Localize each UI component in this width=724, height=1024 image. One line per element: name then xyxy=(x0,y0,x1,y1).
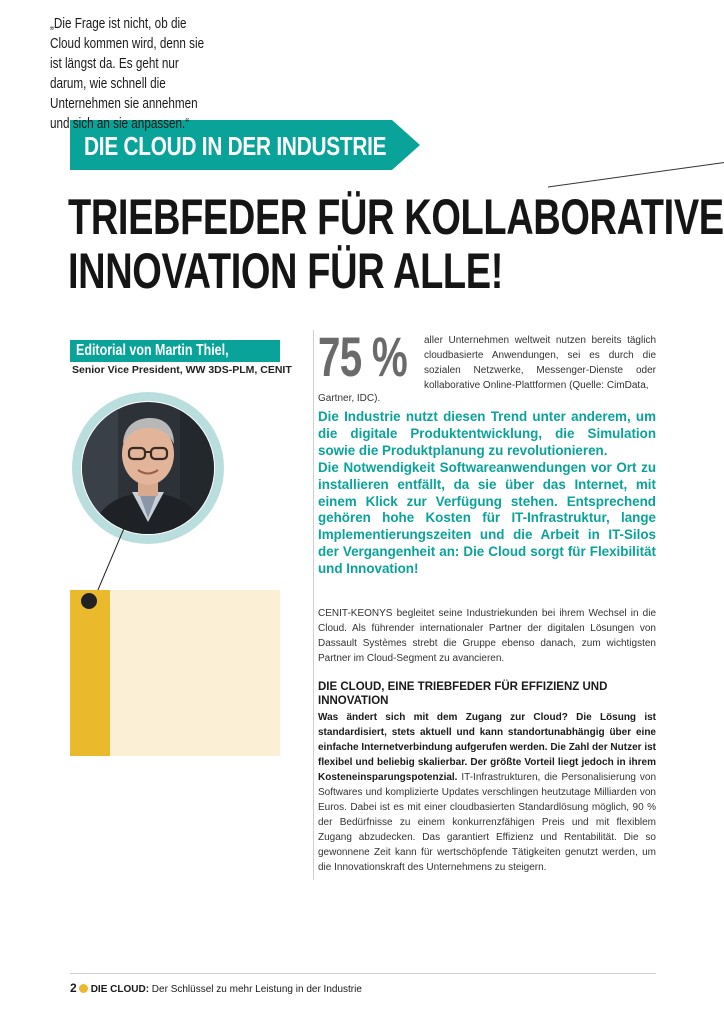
section-banner-label: DIE CLOUD IN DER INDUSTRIE xyxy=(84,131,387,161)
headline-line-1: TRIEBFEDER FÜR KOLLABORATIVE xyxy=(68,189,724,245)
page-footer xyxy=(70,981,362,997)
body-paragraph-2-rest: IT-Infrastrukturen, die Personalisierung von Softwares und komplizierte Updates verschlingen heutzutage Milliarden von Euros. Dabei ist es mit einer cloudbasierten Standardlösung möglich, 90 % der Bedürfnisse zu einem konkurrenzfähigen Preis und mit flexiblem Zugang abzudecken. Das garantiert Effizienz und Rentabilität. Die so gewonnene Zeit kann für wertschöpfende Tätigkeiten genutzt werden, um die Innovationskraft des Unternehmens zu steigern. xyxy=(318,772,656,873)
quote-accent-bar xyxy=(70,590,110,756)
author-tag xyxy=(70,340,280,362)
lead-paragraph-1: Die Industrie nutzt diesen Trend unter anderem, um die digitale Produktentwicklung, die Simulation sowie die Produktplanung zu revolutionieren. xyxy=(318,409,656,458)
body-paragraph-2 xyxy=(318,710,656,875)
page-number: 2 xyxy=(70,981,77,995)
lead-paragraph-2: Die Notwendigkeit Softwareanwendungen vor Ort zu installieren entfällt, da sie über das Internet, mit einem Klick zur Verfügung stehen. Entsprechend gehören hohe Kosten für IT-Infrastruktur, lange Implementierungszeiten und die Arbeit in IT-Silos der Vergangenheit an: Die Cloud sorgt für Flexibilität und Innovation! xyxy=(318,459,656,577)
body-paragraph-2-bold: Was ändert sich mit dem Zugang zur Cloud? Die Lösung ist standardisiert, stets aktuell und kann standortunabhängig über eine einfache Internetverbindung aufgerufen werden. Die Zahl der Nutzer ist flexibel und beliebig skalierbar. Der größte Vorteil liegt jedoch in ihrem Kosteneinsparungspotenzial. xyxy=(318,712,656,783)
footer-rule xyxy=(70,973,656,974)
lead-paragraphs xyxy=(318,409,656,578)
column-divider xyxy=(313,330,314,880)
author-role: Senior Vice President, WW 3DS-PLM, CENIT xyxy=(72,364,292,376)
body-paragraph-1: CENIT-KEONYS begleitet seine Industriekunden bei ihrem Wechsel in die Cloud. Als führender internationaler Partner der digitalen Lösungen von Dassault Systèmes strebt die Gruppe ebenso danach, zum wichtigsten Partner im Cloud-Segment zu avancieren. xyxy=(318,608,656,664)
pull-quote xyxy=(70,590,280,756)
footer-label-bold: DIE CLOUD: xyxy=(90,984,150,995)
section-subheading: DIE CLOUD, EINE TRIEBFEDER FÜR EFFIZIENZ UND INNOVATION xyxy=(318,681,608,707)
quote-text: „Die Frage ist nicht, ob die Cloud kommen wird, denn sie ist längst da. Es geht nur darum, wie schnell die Unternehmen sie annehmen und sich an sie anpassen.“ xyxy=(50,15,205,132)
headline-line-2: INNOVATION FÜR ALLE! xyxy=(68,243,503,299)
quote-background xyxy=(110,590,280,756)
footer-dot-icon xyxy=(79,984,88,993)
page-headline xyxy=(68,190,724,298)
footer-label-rest: Der Schlüssel zu mehr Leistung in der Industrie xyxy=(149,984,362,995)
author-tag-text: Editorial von Martin Thiel, xyxy=(76,342,229,359)
statistic-text: aller Unternehmen weltweit nutzen bereits täglich cloudbasierte Anwendungen, sei es durch die sozialen Netzwerke, Messenger-Dienste oder kollaborative Online-Plattformen (Quelle: CimData, xyxy=(424,335,656,391)
statistic-number: 75 % xyxy=(318,325,408,388)
decorative-diagonal-line xyxy=(548,160,724,190)
quote-bullet-dot xyxy=(81,593,97,609)
statistic-text-continued: Gartner, IDC). xyxy=(318,393,381,404)
